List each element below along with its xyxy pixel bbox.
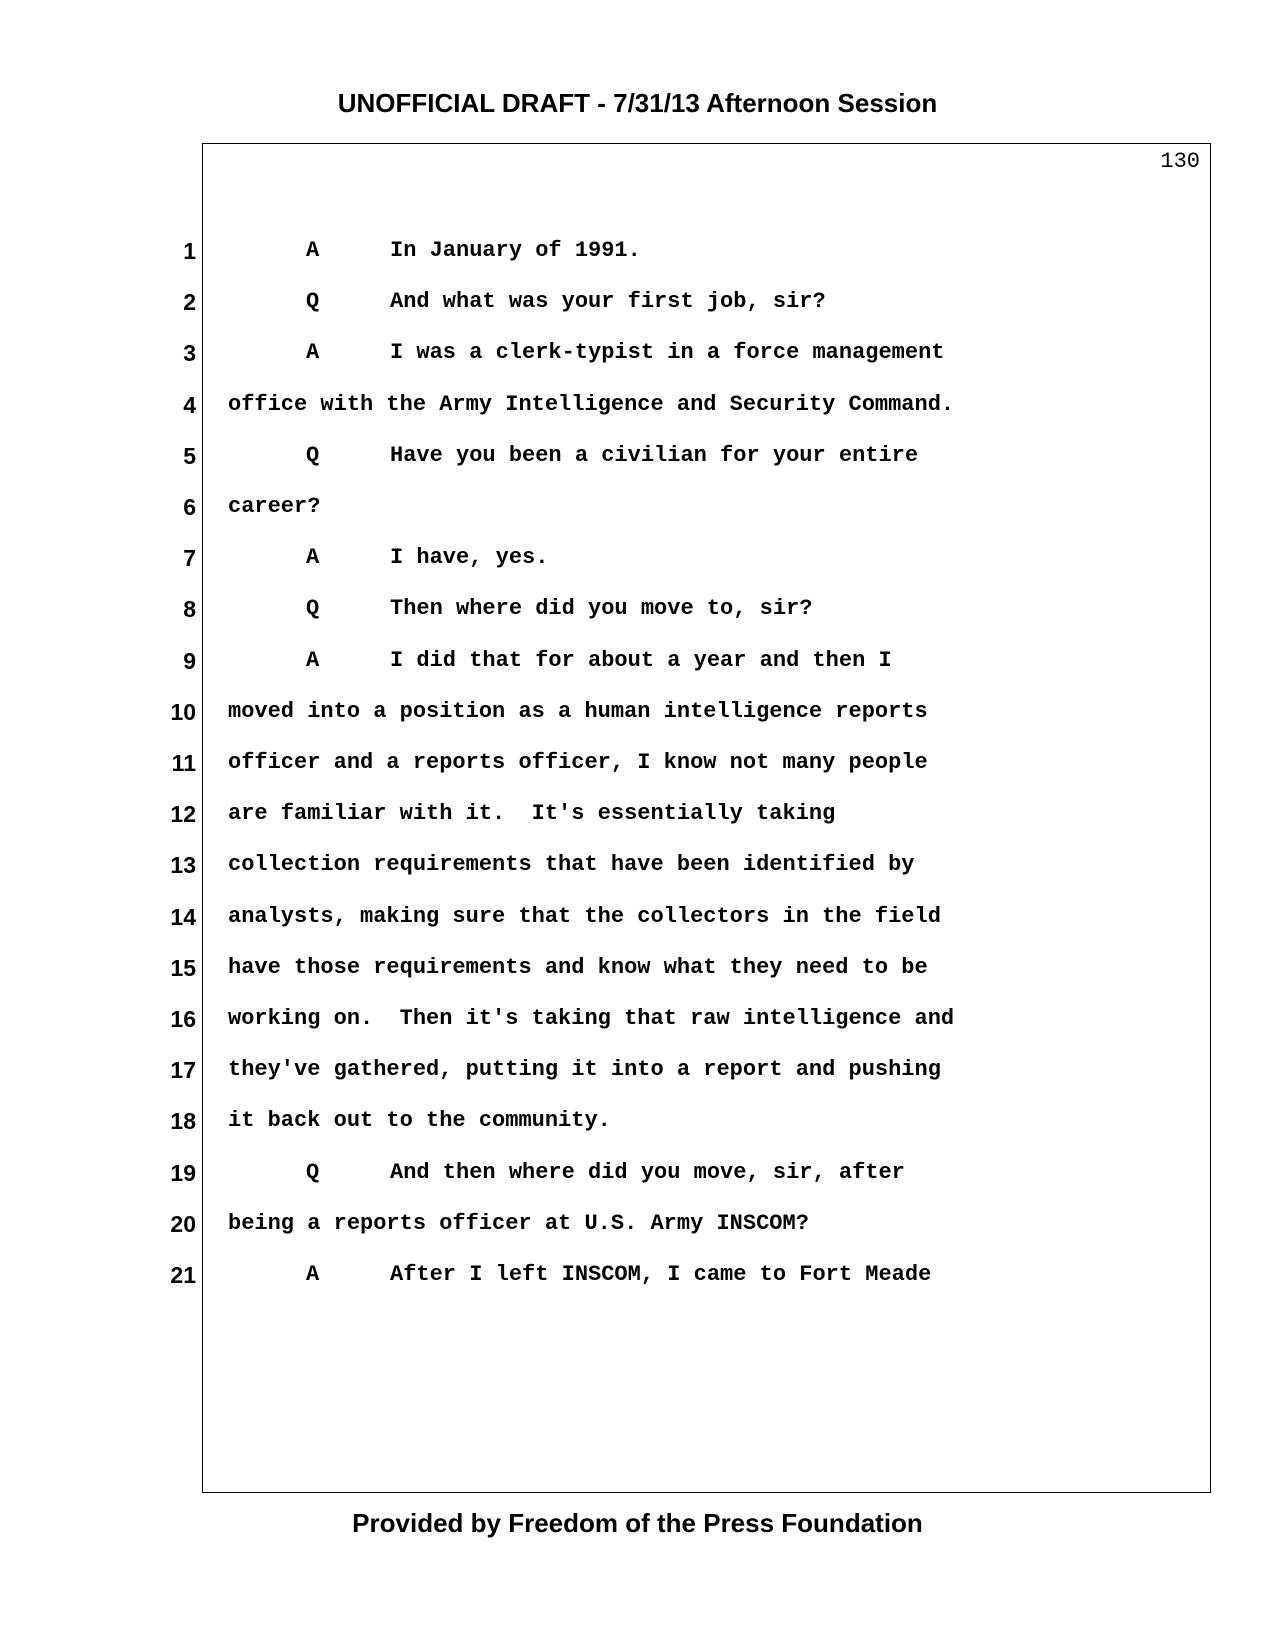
line-text: being a reports officer at U.S. Army INSCOM? (228, 1210, 809, 1236)
speaker-label: A (306, 238, 320, 263)
transcript-line (0, 392, 1275, 444)
transcript-line (0, 1108, 1275, 1160)
transcript-line (0, 648, 1275, 700)
speaker-label: A (306, 340, 320, 366)
line-number: 5 (183, 442, 196, 469)
page-number: 130 (1160, 149, 1200, 174)
transcript-line (0, 852, 1275, 904)
line-number: 9 (183, 647, 196, 674)
line-text: analysts, making sure that the collectors in the field (228, 903, 941, 929)
transcript-line (0, 904, 1275, 956)
line-text: it back out to the community. (228, 1108, 611, 1134)
transcript-line (0, 1211, 1275, 1263)
line-number: 7 (183, 545, 196, 572)
speaker-label: Q (306, 289, 320, 315)
line-number: 18 (170, 1108, 196, 1135)
line-text: Then where did you move to, sir? (390, 596, 813, 622)
transcript-line (0, 494, 1275, 546)
document-footer: Provided by Freedom of the Press Foundation (352, 1508, 923, 1538)
line-text: officer and a reports officer, I know not many people (228, 750, 928, 775)
line-number: 12 (170, 801, 196, 828)
transcript-line (0, 699, 1275, 751)
line-text: In January of 1991. (390, 238, 641, 263)
line-number: 14 (170, 903, 196, 930)
line-number: 13 (170, 852, 196, 879)
transcript-line (0, 340, 1275, 392)
transcript-line (0, 596, 1275, 648)
line-number: 19 (170, 1159, 196, 1186)
line-number: 10 (170, 698, 196, 725)
line-text: they've gathered, putting it into a report and pushing (228, 1057, 941, 1083)
line-text: have those requirements and know what they need to be (228, 954, 928, 980)
line-text: I have, yes. (390, 545, 549, 571)
line-number: 4 (183, 391, 196, 418)
speaker-label: Q (306, 1159, 320, 1185)
line-number: 20 (170, 1210, 196, 1237)
transcript-line (0, 545, 1275, 597)
line-text: I was a clerk-typist in a force management (390, 340, 945, 366)
document-header: UNOFFICIAL DRAFT - 7/31/13 Afternoon Session (337, 88, 938, 118)
line-number: 11 (171, 750, 196, 776)
transcript-line (0, 443, 1275, 495)
transcript-line (0, 1006, 1275, 1058)
line-number: 16 (170, 1006, 196, 1032)
transcript-line (0, 801, 1275, 853)
line-text: Have you been a civilian for your entire (390, 442, 919, 468)
speaker-label: A (306, 1262, 320, 1287)
transcript-line (0, 289, 1275, 341)
transcript-line (0, 238, 1275, 290)
line-number: 21 (170, 1262, 196, 1288)
transcript-line (0, 1057, 1275, 1109)
line-number: 2 (183, 289, 196, 316)
speaker-label: Q (306, 596, 320, 622)
line-number: 15 (170, 954, 196, 981)
line-text: working on. Then it's taking that raw intelligence and (228, 1006, 955, 1031)
line-number: 1 (183, 238, 196, 264)
transcript-line (0, 1160, 1275, 1212)
line-number: 3 (183, 340, 196, 367)
line-text: are familiar with it. It's essentially taking (228, 801, 836, 827)
line-text: And what was your first job, sir? (390, 289, 826, 315)
line-text: career? (228, 494, 321, 519)
line-text: After I left INSCOM, I came to Fort Meade (390, 1262, 932, 1287)
speaker-label: Q (306, 442, 320, 468)
line-text: And then where did you move, sir, after (390, 1159, 905, 1185)
line-number: 8 (183, 596, 196, 623)
line-text: moved into a position as a human intelligence reports (228, 698, 928, 724)
transcript-line (0, 955, 1275, 1007)
line-text: I did that for about a year and then I (390, 647, 892, 673)
transcript-line (0, 750, 1275, 802)
line-text: collection requirements that have been identified by (228, 852, 915, 878)
line-number: 6 (183, 494, 196, 520)
line-text: office with the Army Intelligence and Security Command. (228, 391, 955, 417)
speaker-label: A (306, 647, 320, 673)
transcript-line (0, 1262, 1275, 1314)
speaker-label: A (306, 545, 320, 571)
line-number: 17 (170, 1057, 196, 1084)
